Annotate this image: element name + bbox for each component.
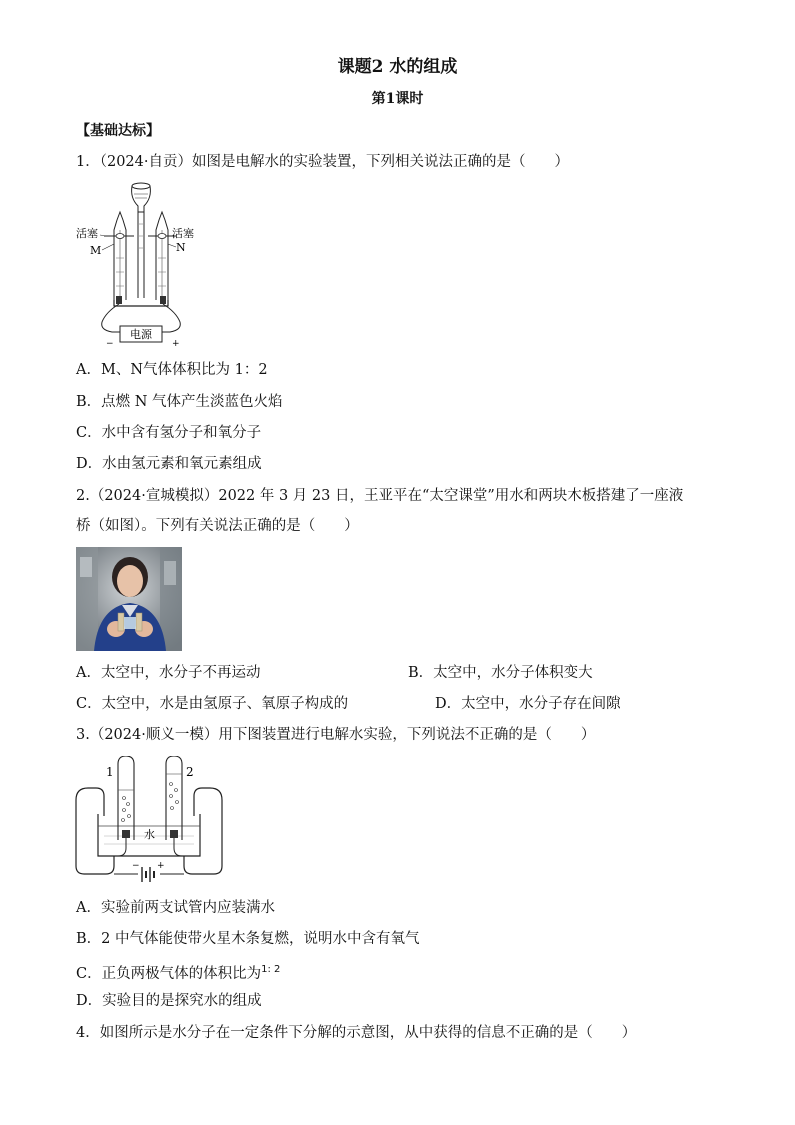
q1-stem: 1．（2024·自贡）如图是电解水的实验装置，下列相关说法正确的是（ ） <box>76 154 569 170</box>
q1-right-tube <box>148 212 176 300</box>
q3-plus-label: + <box>157 861 165 871</box>
q3-stem: 3.（2024·顺义一模）用下图装置进行电解水实验，下列说法不正确的是（ ） <box>76 727 596 743</box>
q2-option-b: B．太空中，水分子体积变大 <box>408 665 593 681</box>
q1-left-stopcock-label: 活塞 <box>76 227 98 240</box>
q1-reservoir <box>132 183 151 298</box>
page-subtitle: 第1课时 <box>371 91 424 107</box>
q1-power-label: 电源 <box>130 328 152 341</box>
q1-electrolysis-apparatus-figure <box>76 180 206 352</box>
q3-tube-2 <box>166 756 182 840</box>
q1-option-c: C．水中含有氢分子和氧分子 <box>76 425 262 441</box>
q3-option-b: B．2 中气体能使带火星木条复燃，说明水中含有氧气 <box>76 931 420 947</box>
q3-option-d: D．实验目的是探究水的组成 <box>76 993 262 1009</box>
q1-plus-label: + <box>172 339 180 349</box>
q2-stem-line1: 2.（2024·宣城模拟）2022 年 3 月 23 日，王亚平在“太空课堂”用水和两块木板搭建了一座液 <box>76 488 684 504</box>
q3-option-a: A．实验前两支试管内应装满水 <box>76 900 275 916</box>
q2-stem-line2: 桥（如图）。下列有关说法正确的是（ ） <box>76 518 359 534</box>
q3-tube-2-label: 2 <box>186 765 194 779</box>
q1-option-b: B．点燃 N 气体产生淡蓝色火焰 <box>76 394 283 410</box>
q3-water-label: 水 <box>144 828 155 841</box>
q1-option-a: A．M、N气体体积比为 1：2 <box>76 362 268 378</box>
q1-right-stopcock-label: 活塞 <box>172 227 194 240</box>
q3-tube-1 <box>118 756 134 840</box>
q2-liquid-bridge-photo <box>76 547 182 651</box>
q1-minus-label: − <box>106 339 114 349</box>
q2-option-d: D．太空中，水分子存在间隙 <box>435 696 621 712</box>
q3-tube-1-label: 1 <box>106 765 114 779</box>
q3-minus-label: − <box>132 861 140 871</box>
q1-left-tube <box>104 212 134 300</box>
section-heading: 【基础达标】 <box>76 123 160 139</box>
q3-electrolysis-setup-figure <box>74 756 224 892</box>
q2-option-a: A．太空中，水分子不再运动 <box>76 665 261 681</box>
q3-option-c: C．正负两极气体的体积比为 <box>76 966 262 982</box>
q4-stem: 4．如图所示是水分子在一定条件下分解的示意图，从中获得的信息不正确的是（ ） <box>76 1025 637 1041</box>
q1-option-d: D．水由氢元素和氧元素组成 <box>76 456 262 472</box>
q3-ratio: 1: 2 <box>261 964 281 975</box>
page-title: 课题2 水的组成 <box>337 57 458 77</box>
q1-tube-m-label: M <box>90 244 102 257</box>
q2-option-c: C．太空中，水是由氢原子、氧原子构成的 <box>76 696 349 712</box>
q3-battery <box>114 867 184 882</box>
q1-tube-n-label: N <box>176 241 186 254</box>
q3-option-c-row <box>76 960 280 984</box>
